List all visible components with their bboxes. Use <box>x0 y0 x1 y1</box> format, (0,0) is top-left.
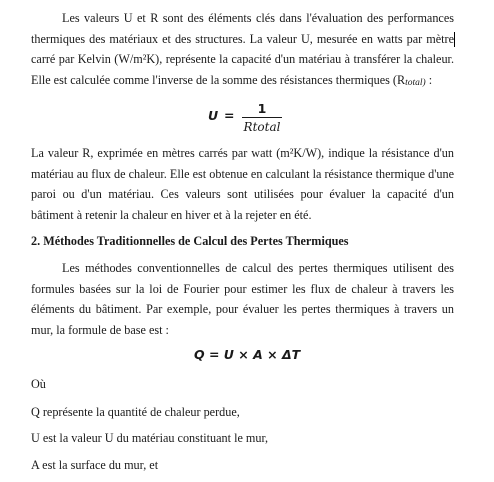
definition-u: U est la valeur U du matériau constituant le mur, <box>31 431 269 445</box>
formula-heat-loss: Q = U × A × ΔT <box>194 347 301 362</box>
where-label: Où <box>31 377 46 391</box>
text-cursor <box>454 32 455 47</box>
definition-a: A est la surface du mur, et <box>31 458 159 472</box>
r-total-subscript: total) <box>405 77 426 88</box>
paragraph-traditional-methods: Les méthodes conventionnelles de calcul des pertes thermiques utilisent des formules basées sur la loi de Fourier pour estimer les flux de chaleur à travers les éléments du bâtiment. Par exemple, pour évaluer les pertes thermiques à travers un mur, la formule de base est : <box>31 261 454 337</box>
formula-denominator: Rtotal <box>243 120 281 135</box>
paragraph-colon: : <box>425 72 433 87</box>
paragraph-u-r-values-text: Les valeurs U et R sont des éléments clés dans l'évaluation des performances thermiques des matériaux et des structures. La valeur U, mesurée en watts par mètre carré par Kelvin (W/m²K), représente la capacité d'un matériau à transférer la chaleur. Elle est calculée comme l'inverse de la somme des résistances thermiques (R <box>31 11 454 87</box>
definition-q: Q représente la quantité de chaleur perdue, <box>31 405 240 419</box>
section-heading: 2. Méthodes Traditionnelles de Calcul des Pertes Thermiques <box>31 234 349 248</box>
formula-numerator: 1 <box>257 101 267 116</box>
formula-equals-sign: = <box>224 108 235 123</box>
paragraph-u-r-values <box>31 8 454 93</box>
formula-fraction <box>242 102 282 134</box>
paragraph-r-value: La valeur R, exprimée en mètres carrés par watt (m²K/W), indique la résistance d'un matériau au flux de chaleur. Elle est obtenue en calculant la résistance thermique d'une paroi ou d'un matériau. Ces valeurs sont utilisées pour évaluer la capacité d'un bâtiment à retenir la chaleur en hiver et à la rejeter en été. <box>31 146 454 222</box>
formula-u-symbol: U <box>208 108 219 123</box>
fraction-bar <box>242 117 282 118</box>
